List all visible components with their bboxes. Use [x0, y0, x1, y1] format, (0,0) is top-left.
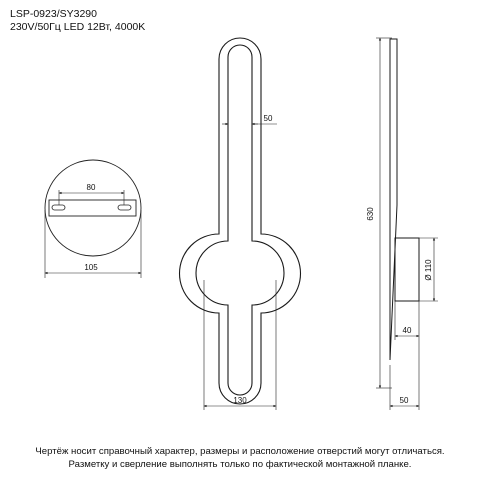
dim-label-630: 630: [366, 207, 375, 221]
footer-note-line2: Разметку и сверление выполнять только по фактической монтажной планке.: [68, 459, 412, 470]
dim-label-105: 105: [84, 263, 98, 272]
mounting-slot-left: [52, 205, 65, 210]
mount-circle: [45, 160, 141, 256]
side-profile-body: [390, 39, 397, 360]
mount-plate-view: [45, 160, 141, 278]
lamp-inner-contour: [196, 45, 284, 395]
dim-label-50-side: 50: [399, 396, 409, 405]
dim-label-40: 40: [402, 326, 412, 335]
dim-label-80: 80: [86, 183, 96, 192]
dim-label-110: Ø 110: [424, 259, 433, 281]
model-number: LSP-0923/SY3290: [10, 8, 97, 20]
dim-label-130: 130: [233, 396, 247, 405]
electrical-specs: 230V/50Гц LED 12Вт, 4000K: [10, 21, 146, 33]
lamp-side-view: [366, 38, 438, 410]
dim-label-50-front: 50: [263, 114, 273, 123]
lamp-front-view: [180, 38, 301, 410]
side-mount-base: [395, 238, 419, 301]
footer-note-line1: Чертёж носит справочный характер, размеры и расположение отверстий могут отличаться.: [35, 446, 445, 457]
lamp-outer-contour: [180, 38, 301, 404]
mounting-slot-right: [118, 205, 131, 210]
mounting-bar: [49, 200, 136, 216]
